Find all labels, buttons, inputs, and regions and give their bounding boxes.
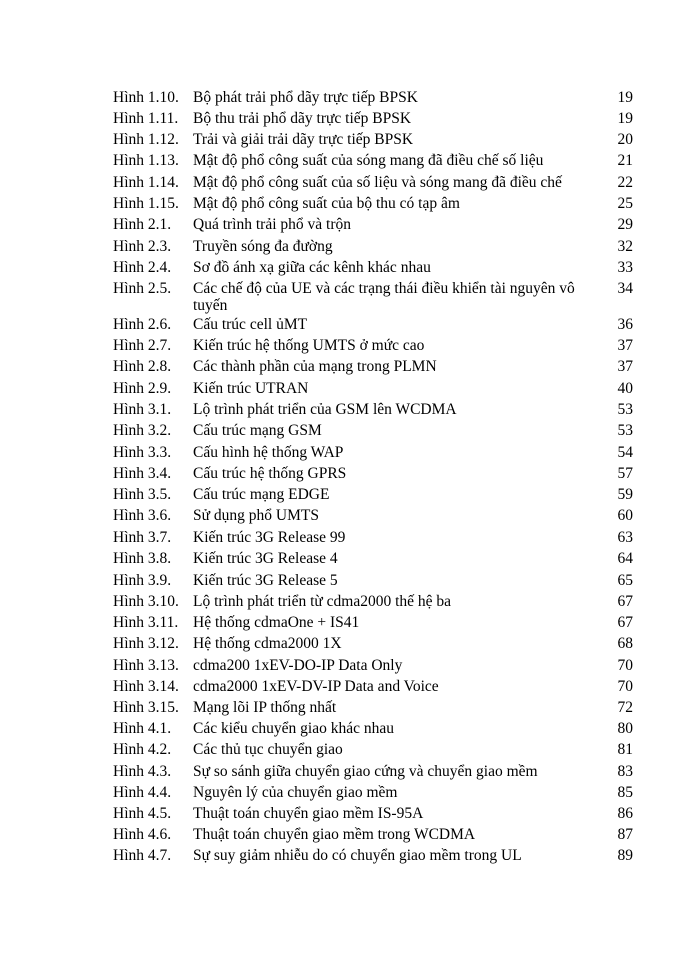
page-number: 19: [617, 89, 633, 106]
figure-entry: [113, 593, 633, 610]
figure-title: Mật độ phổ công suất của sóng mang đã điều chế số liệu: [193, 152, 544, 169]
page-number: 57: [617, 465, 633, 482]
figure-title: Cấu hình hệ thống WAP: [193, 444, 344, 461]
figure-number: Hình 3.4.: [113, 465, 172, 482]
figure-entry: [113, 678, 633, 695]
figure-number: Hình 3.6.: [113, 507, 172, 524]
figure-title: Truyền sóng đa đường: [193, 238, 333, 255]
figure-number: Hình 1.11.: [113, 110, 179, 127]
figure-number: Hình 3.12.: [113, 635, 179, 652]
figure-number: Hình 3.2.: [113, 422, 172, 439]
figure-title: Kiến trúc 3G Release 5: [193, 572, 338, 589]
figure-number: Hình 4.7.: [113, 847, 172, 864]
figure-title: Kiến trúc 3G Release 4: [193, 550, 338, 567]
figure-entry: [113, 465, 633, 482]
page-number: 59: [617, 486, 633, 503]
page-number: 68: [617, 635, 633, 652]
figure-title: Sơ đồ ánh xạ giữa các kênh khác nhau: [193, 259, 431, 276]
figure-title: Các kiểu chuyển giao khác nhau: [193, 720, 394, 737]
figure-entry: [113, 380, 633, 397]
figure-title: Sự so sánh giữa chuyển giao cứng và chuyển giao mềm: [193, 763, 538, 780]
page-number: 80: [617, 720, 633, 737]
figure-number: Hình 4.1.: [113, 720, 172, 737]
page-number: 20: [617, 131, 633, 148]
figure-entry: [113, 358, 633, 375]
figure-title: Cấu trúc mạng GSM: [193, 422, 322, 439]
page-number: 86: [617, 805, 633, 822]
figure-entry: [113, 337, 633, 354]
figure-title: Cấu trúc hệ thống GPRS: [193, 465, 347, 482]
figure-title: Kiến trúc hệ thống UMTS ở mức cao: [193, 337, 425, 354]
figure-number: Hình 4.2.: [113, 741, 172, 758]
figure-title: Nguyên lý của chuyển giao mềm: [193, 784, 398, 801]
page-number: 33: [617, 259, 633, 276]
figure-number: Hình 3.13.: [113, 657, 179, 674]
figure-number: Hình 2.6.: [113, 316, 172, 333]
figure-number: Hình 1.13.: [113, 152, 179, 169]
figure-entry: [113, 614, 633, 631]
figure-title: Thuật toán chuyển giao mềm IS-95A: [193, 805, 424, 822]
page-number: 32: [617, 238, 633, 255]
figure-entry: [113, 110, 633, 127]
figure-number: Hình 3.7.: [113, 529, 172, 546]
figure-entry: [113, 784, 633, 801]
figure-title: Kiến trúc 3G Release 99: [193, 529, 346, 546]
page-number: 37: [617, 358, 633, 375]
page-number: 63: [617, 529, 633, 546]
page-number: 21: [617, 152, 633, 169]
figure-number: Hình 2.8.: [113, 358, 172, 375]
figure-number: Hình 4.4.: [113, 784, 172, 801]
page-number: 60: [617, 507, 633, 524]
figure-entry: [113, 741, 633, 758]
figure-number: Hình 2.7.: [113, 337, 172, 354]
figure-title: Sự suy giảm nhiễu do có chuyển giao mềm trong UL: [193, 847, 522, 864]
figure-entry: [113, 216, 633, 233]
page-number: 34: [617, 280, 633, 297]
figure-entry: [113, 826, 633, 843]
figure-title: Mật độ phổ công suất của bộ thu có tạp âm: [193, 195, 460, 212]
figure-title: Trải và giải trải dãy trực tiếp BPSK: [193, 131, 414, 148]
figure-number: Hình 4.5.: [113, 805, 172, 822]
figure-entry: [113, 763, 633, 780]
figure-number: Hình 3.1.: [113, 401, 172, 418]
figure-title: Bộ thu trải phổ dãy trực tiếp BPSK: [193, 110, 412, 127]
figure-entry: [113, 259, 633, 276]
page-number: 53: [617, 401, 633, 418]
figure-title: Bộ phát trải phổ dãy trực tiếp BPSK: [193, 89, 418, 106]
page-number: 72: [617, 699, 633, 716]
figure-number: Hình 2.4.: [113, 259, 172, 276]
figure-number: Hình 1.15.: [113, 195, 179, 212]
page-number: 89: [617, 847, 633, 864]
figure-title: Mật độ phổ công suất của số liệu và sóng mang đã điều chế: [193, 174, 562, 191]
figure-title: Các thủ tục chuyển giao: [193, 741, 343, 758]
page-number: 64: [617, 550, 633, 567]
figure-title: Các chế độ của UE và các trạng thái điều khiển tài nguyên vô tuyến: [193, 280, 575, 314]
figure-title: Các thành phần của mạng trong PLMN: [193, 358, 437, 375]
figure-entry: [113, 720, 633, 737]
figure-title: Sử dụng phổ UMTS: [193, 507, 319, 524]
figure-entry: [113, 280, 633, 314]
page-number: 70: [617, 657, 633, 674]
page-number: 65: [617, 572, 633, 589]
figure-entry: [113, 635, 633, 652]
figure-number: Hình 1.10.: [113, 89, 179, 106]
figure-entry: [113, 805, 633, 822]
figure-number: Hình 3.5.: [113, 486, 172, 503]
figure-number: Hình 4.6.: [113, 826, 172, 843]
page-number: 87: [617, 826, 633, 843]
page-number: 37: [617, 337, 633, 354]
figure-title: Hệ thống cdma2000 1X: [193, 635, 342, 652]
figure-title: Quá trình trải phổ và trộn: [193, 216, 351, 233]
figure-entry: [113, 657, 633, 674]
page-number: 53: [617, 422, 633, 439]
figure-number: Hình 2.3.: [113, 238, 172, 255]
page-number: 67: [617, 593, 633, 610]
figure-number: Hình 3.15.: [113, 699, 179, 716]
figure-title: Kiến trúc UTRAN: [193, 380, 309, 397]
figure-entry: [113, 89, 633, 106]
figure-title: Mạng lõi IP thống nhất: [193, 699, 337, 716]
figure-entry: [113, 174, 633, 191]
page-number: 67: [617, 614, 633, 631]
figure-number: Hình 1.12.: [113, 131, 179, 148]
page-number: 19: [617, 110, 633, 127]
figure-entry: [113, 699, 633, 716]
figure-entry: [113, 195, 633, 212]
figure-entry: [113, 316, 633, 333]
figure-title: Lộ trình phát triển của GSM lên WCDMA: [193, 401, 457, 418]
page-number: 85: [617, 784, 633, 801]
figure-title: cdma2000 1xEV-DV-IP Data and Voice: [193, 678, 439, 695]
figure-title: Cấu trúc cell ủMT: [193, 316, 308, 333]
figure-number: Hình 2.5.: [113, 280, 172, 297]
figure-entry: [113, 847, 633, 864]
page-number: 83: [617, 763, 633, 780]
figure-entry: [113, 422, 633, 439]
figure-entry: [113, 572, 633, 589]
page-number: 54: [617, 444, 633, 461]
page-number: 36: [617, 316, 633, 333]
figure-title: Cấu trúc mạng EDGE: [193, 486, 330, 503]
figure-title: cdma200 1xEV-DO-IP Data Only: [193, 657, 403, 674]
figure-number: Hình 3.3.: [113, 444, 172, 461]
figure-title: Thuật toán chuyển giao mềm trong WCDMA: [193, 826, 476, 843]
page-number: 70: [617, 678, 633, 695]
figure-entry: [113, 444, 633, 461]
figure-number: Hình 2.1.: [113, 216, 172, 233]
figure-number: Hình 2.9.: [113, 380, 172, 397]
figure-title: Lộ trình phát triển từ cdma2000 thế hệ ba: [193, 593, 452, 610]
page-number: 22: [617, 174, 633, 191]
page-number: 29: [617, 216, 633, 233]
page-number: 40: [617, 380, 633, 397]
figure-entry: [113, 529, 633, 546]
figure-title: Hệ thống cdmaOne + IS41: [193, 614, 360, 631]
figure-number: Hình 4.3.: [113, 763, 172, 780]
figure-entry: [113, 152, 633, 169]
figure-entry: [113, 401, 633, 418]
figure-number: Hình 3.8.: [113, 550, 172, 567]
page-number: 81: [617, 741, 633, 758]
figure-entry: [113, 131, 633, 148]
figure-number: Hình 1.14.: [113, 174, 179, 191]
page-number: 25: [617, 195, 633, 212]
figure-entry: [113, 507, 633, 524]
figure-number: Hình 3.10.: [113, 593, 179, 610]
figure-number: Hình 3.11.: [113, 614, 179, 631]
figure-entry: [113, 238, 633, 255]
figure-entry: [113, 550, 633, 567]
figure-number: Hình 3.9.: [113, 572, 172, 589]
figure-entry: [113, 486, 633, 503]
figure-number: Hình 3.14.: [113, 678, 179, 695]
